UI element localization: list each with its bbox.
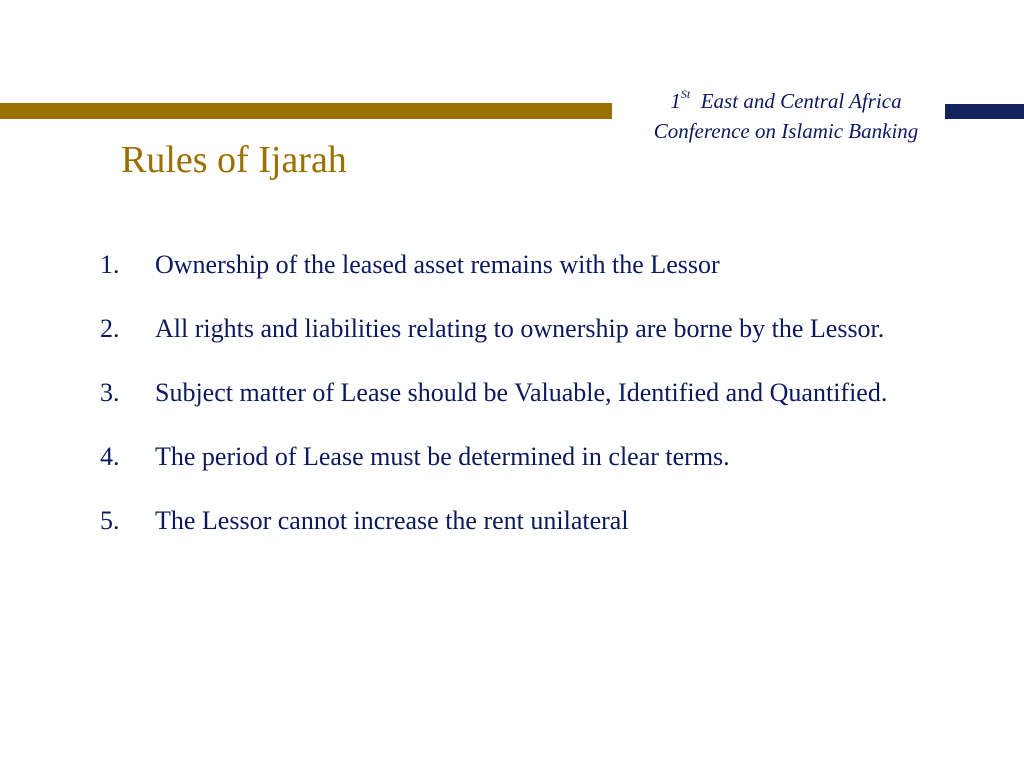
rule-text: The Lessor cannot increase the rent unilateral	[155, 506, 629, 535]
conference-line-1-text: East and Central Africa	[700, 89, 902, 113]
rule-number: 4.	[100, 442, 120, 471]
header-bar-navy	[945, 104, 1024, 119]
rule-item	[100, 236, 960, 293]
rule-text: The period of Lease must be determined in clear terms.	[155, 442, 730, 471]
conference-line-1	[618, 86, 954, 116]
slide-title: Rules of Ijarah	[121, 139, 347, 181]
rule-text: Subject matter of Lease should be Valuable, Identified and Quantified.	[155, 378, 888, 407]
rule-item	[100, 300, 960, 357]
conference-ordinal-number: 1	[670, 89, 681, 113]
header-bar-gold	[0, 103, 612, 119]
rules-list	[100, 236, 960, 556]
rule-item	[100, 428, 960, 485]
rule-number: 3.	[100, 378, 120, 407]
conference-ordinal-suffix: St	[680, 87, 691, 101]
rule-text: All rights and liabilities relating to ownership are borne by the Lessor.	[155, 314, 885, 343]
conference-title	[618, 86, 954, 146]
conference-line-2: Conference on Islamic Banking	[653, 119, 919, 143]
rule-number: 2.	[100, 314, 120, 343]
rule-number: 5.	[100, 506, 120, 535]
rule-number: 1.	[100, 250, 120, 279]
rule-item	[100, 492, 960, 549]
rule-item	[100, 364, 960, 421]
rule-text: Ownership of the leased asset remains with the Lessor	[155, 250, 720, 279]
